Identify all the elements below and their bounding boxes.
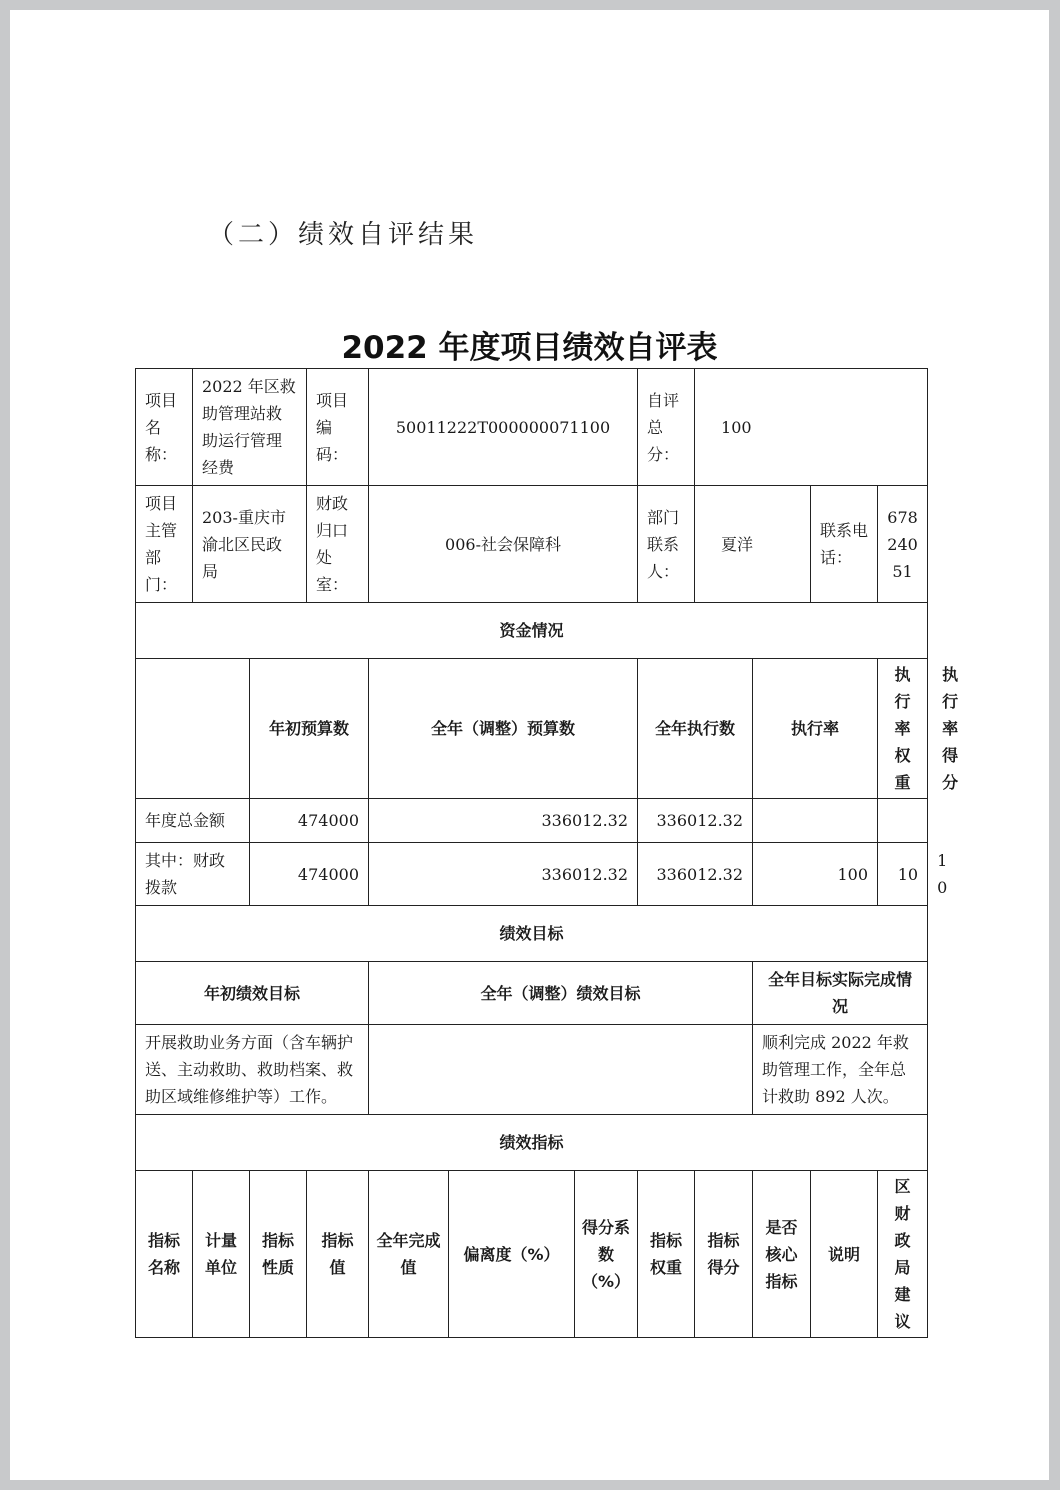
goals-section-row — [136, 906, 928, 962]
goals-actual-text: 顺利完成 2022 年救助管理工作，全年总计救助 892 人次。 — [753, 1025, 928, 1115]
indicators-section-row — [136, 1115, 928, 1171]
funds-section-row — [136, 603, 928, 659]
goals-header-row — [136, 962, 928, 1025]
funds-header-initial: 年初预算数 — [250, 659, 369, 799]
goals-initial-text: 开展救助业务方面（含车辆护送、主动救助、救助档案、救助区域维修维护等）工作。 — [136, 1025, 369, 1115]
dept-label: 项目主管部门： — [136, 486, 193, 603]
funds-weight-value — [878, 799, 928, 843]
project-name-label: 项目名称： — [136, 369, 193, 486]
info-row-1 — [136, 369, 928, 486]
funds-weight-value: 10 — [878, 843, 928, 906]
funds-header-weight: 执行率权重 — [878, 659, 928, 799]
funds-adjusted-value: 336012.32 — [369, 799, 638, 843]
finance-value: 006-社会保障科 — [369, 486, 638, 603]
funds-section-title: 资金情况 — [136, 603, 928, 659]
project-name-value: 2022 年区救助管理站救助运行管理经费 — [193, 369, 307, 486]
ind-header-completed: 全年完成值 — [369, 1171, 449, 1338]
funds-executed-value: 336012.32 — [638, 843, 753, 906]
evaluation-table — [135, 368, 959, 1338]
ind-header-score: 指标得分 — [695, 1171, 753, 1338]
funds-rate-value — [753, 799, 878, 843]
funds-row-label: 其中：财政拨款 — [136, 843, 250, 906]
funds-row-label: 年度总金额 — [136, 799, 250, 843]
section-heading: （二）绩效自评结果 — [208, 220, 479, 250]
info-row-2 — [136, 486, 928, 603]
score-value: 100 — [695, 369, 928, 486]
dept-value: 203-重庆市渝北区民政局 — [193, 486, 307, 603]
indicators-section-title: 绩效指标 — [136, 1115, 928, 1171]
ind-header-note: 说明 — [811, 1171, 878, 1338]
funds-header-row: 年初预算数 全年（调整）预算数 全年执行数 执行率 执行率权重 执行率得分 — [136, 659, 928, 799]
document-title: 2022 年度项目绩效自评表 — [341, 330, 718, 366]
ind-header-deviation: 偏离度（%） — [449, 1171, 575, 1338]
score-label: 自评总分： — [638, 369, 695, 486]
ind-header-value: 指标值 — [307, 1171, 369, 1338]
funds-header-adjusted: 全年（调整）预算数 — [369, 659, 638, 799]
ind-header-weight: 指标权重 — [638, 1171, 695, 1338]
phone-value: 67824051 — [878, 486, 928, 603]
funds-initial-value: 474000 — [250, 843, 369, 906]
funds-rate-value: 100 — [753, 843, 878, 906]
funds-adjusted-value: 336012.32 — [369, 843, 638, 906]
ind-header-name: 指标名称 — [136, 1171, 193, 1338]
ind-header-coefficient: 得分系数（%） — [575, 1171, 638, 1338]
funds-executed-value: 336012.32 — [638, 799, 753, 843]
funds-header-rate: 执行率 — [753, 659, 878, 799]
goals-header-actual: 全年目标实际完成情况 — [753, 962, 928, 1025]
ind-header-suggestion: 区财政局建议 — [878, 1171, 928, 1338]
finance-label: 财政归口处室： — [307, 486, 369, 603]
funds-row-total — [136, 799, 928, 843]
funds-header-executed: 全年执行数 — [638, 659, 753, 799]
ind-header-nature: 指标性质 — [250, 1171, 307, 1338]
phone-label: 联系电话： — [811, 486, 878, 603]
funds-row-fiscal: 其中：财政拨款 474000 336012.32 336012.32 100 10 10 — [136, 843, 928, 906]
ind-header-unit: 计量单位 — [193, 1171, 250, 1338]
funds-initial-value: 474000 — [250, 799, 369, 843]
goals-adjusted-text — [369, 1025, 753, 1115]
ind-header-core: 是否核心指标 — [753, 1171, 811, 1338]
goals-content-row — [136, 1025, 928, 1115]
document-page — [10, 10, 1049, 1480]
goals-header-adjusted: 全年（调整）绩效目标 — [369, 962, 753, 1025]
goals-section-title: 绩效目标 — [136, 906, 928, 962]
project-code-label: 项目编码： — [307, 369, 369, 486]
contact-label: 部门联系人： — [638, 486, 695, 603]
project-code-value: 50011222T000000071100 — [369, 369, 638, 486]
funds-header-empty — [136, 659, 250, 799]
goals-header-initial: 年初绩效目标 — [136, 962, 369, 1025]
contact-value: 夏洋 — [695, 486, 811, 603]
indicators-header-row — [136, 1171, 928, 1338]
